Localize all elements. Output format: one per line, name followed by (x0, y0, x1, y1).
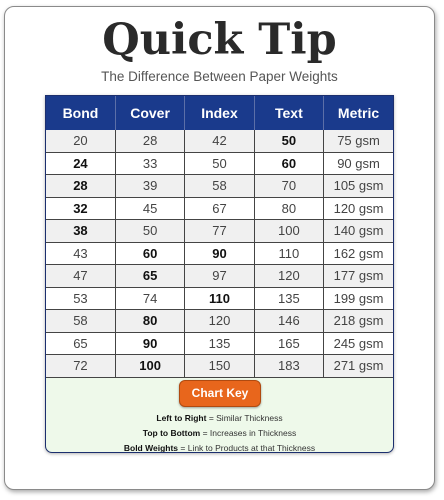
key-term: Top to Bottom (142, 427, 201, 438)
cell-cover[interactable]: 90 (115, 332, 184, 355)
cell-text: 100 (254, 220, 323, 243)
cell-text: 120 (254, 265, 323, 288)
column-header-text: Text (254, 96, 323, 130)
cell-index: 97 (185, 265, 254, 288)
quick-tip-card (4, 6, 435, 490)
column-header-bond: Bond (46, 96, 115, 130)
cell-index: 150 (185, 355, 254, 378)
page-title: Quick Tip (102, 15, 337, 65)
table-row (46, 130, 393, 152)
cell-index[interactable]: 90 (185, 242, 254, 265)
table-row (46, 287, 393, 310)
cell-index: 120 (185, 310, 254, 333)
cell-metric: 140 gsm (324, 220, 393, 243)
cell-text: 70 (254, 175, 323, 198)
cell-bond[interactable]: 24 (46, 152, 115, 175)
cell-bond[interactable]: 38 (46, 220, 115, 243)
cell-index: 135 (185, 332, 254, 355)
key-term: Left to Right (156, 412, 207, 423)
cell-bond: 53 (46, 287, 115, 310)
cell-cover: 33 (115, 152, 184, 175)
cell-index[interactable]: 110 (185, 287, 254, 310)
cell-metric: 218 gsm (324, 310, 393, 333)
table-row (46, 355, 393, 378)
column-header-cover: Cover (115, 96, 184, 130)
cell-cover: 45 (115, 197, 184, 220)
cell-metric: 90 gsm (324, 152, 393, 175)
cell-metric: 120 gsm (324, 197, 393, 220)
cell-cover: 28 (115, 130, 184, 152)
cell-cover[interactable]: 65 (115, 265, 184, 288)
cell-metric: 199 gsm (324, 287, 393, 310)
cell-text: 110 (254, 242, 323, 265)
table-row (46, 242, 393, 265)
cell-bond[interactable]: 28 (46, 175, 115, 198)
cell-index: 58 (185, 175, 254, 198)
column-header-metric: Metric (324, 96, 393, 130)
cell-cover[interactable]: 60 (115, 242, 184, 265)
cell-bond: 43 (46, 242, 115, 265)
key-description: = Increases in Thickness (202, 427, 297, 438)
table-row (46, 197, 393, 220)
table-row (46, 175, 393, 198)
chart-key-button[interactable]: Chart Key (179, 380, 261, 407)
key-line-top-to-bottom (46, 428, 393, 438)
cell-text[interactable]: 60 (254, 152, 323, 175)
column-header-index: Index (185, 96, 254, 130)
cell-metric: 75 gsm (324, 130, 393, 152)
cell-text[interactable]: 50 (254, 130, 323, 152)
cell-text: 80 (254, 197, 323, 220)
cell-cover: 50 (115, 220, 184, 243)
cell-text: 135 (254, 287, 323, 310)
table-row (46, 265, 393, 288)
cell-bond[interactable]: 32 (46, 197, 115, 220)
cell-cover: 39 (115, 175, 184, 198)
chart-key (46, 378, 393, 454)
key-description: = Similar Thickness (208, 412, 283, 423)
key-line-left-to-right (46, 413, 393, 423)
key-term: Bold Weights (123, 442, 179, 453)
paper-weight-table (46, 96, 393, 378)
cell-index: 50 (185, 152, 254, 175)
table-row (46, 332, 393, 355)
table-header-row (46, 96, 393, 130)
cell-index: 77 (185, 220, 254, 243)
cell-metric: 271 gsm (324, 355, 393, 378)
cell-text: 146 (254, 310, 323, 333)
cell-cover[interactable]: 80 (115, 310, 184, 333)
cell-text: 183 (254, 355, 323, 378)
paper-weight-table-container (45, 95, 394, 453)
key-description: = Link to Products at that Thickness (180, 442, 316, 453)
cell-metric: 105 gsm (324, 175, 393, 198)
table-row (46, 310, 393, 333)
table-row (46, 220, 393, 243)
cell-bond: 47 (46, 265, 115, 288)
cell-index: 67 (185, 197, 254, 220)
cell-index: 42 (185, 130, 254, 152)
key-line-bold-weights (46, 443, 393, 453)
table-row (46, 152, 393, 175)
cell-metric: 177 gsm (324, 265, 393, 288)
cell-bond: 58 (46, 310, 115, 333)
cell-cover[interactable]: 100 (115, 355, 184, 378)
page-subtitle: The Difference Between Paper Weights (101, 69, 338, 84)
cell-bond: 72 (46, 355, 115, 378)
cell-bond: 20 (46, 130, 115, 152)
cell-cover: 74 (115, 287, 184, 310)
cell-metric: 245 gsm (324, 332, 393, 355)
cell-metric: 162 gsm (324, 242, 393, 265)
cell-text: 165 (254, 332, 323, 355)
cell-bond: 65 (46, 332, 115, 355)
